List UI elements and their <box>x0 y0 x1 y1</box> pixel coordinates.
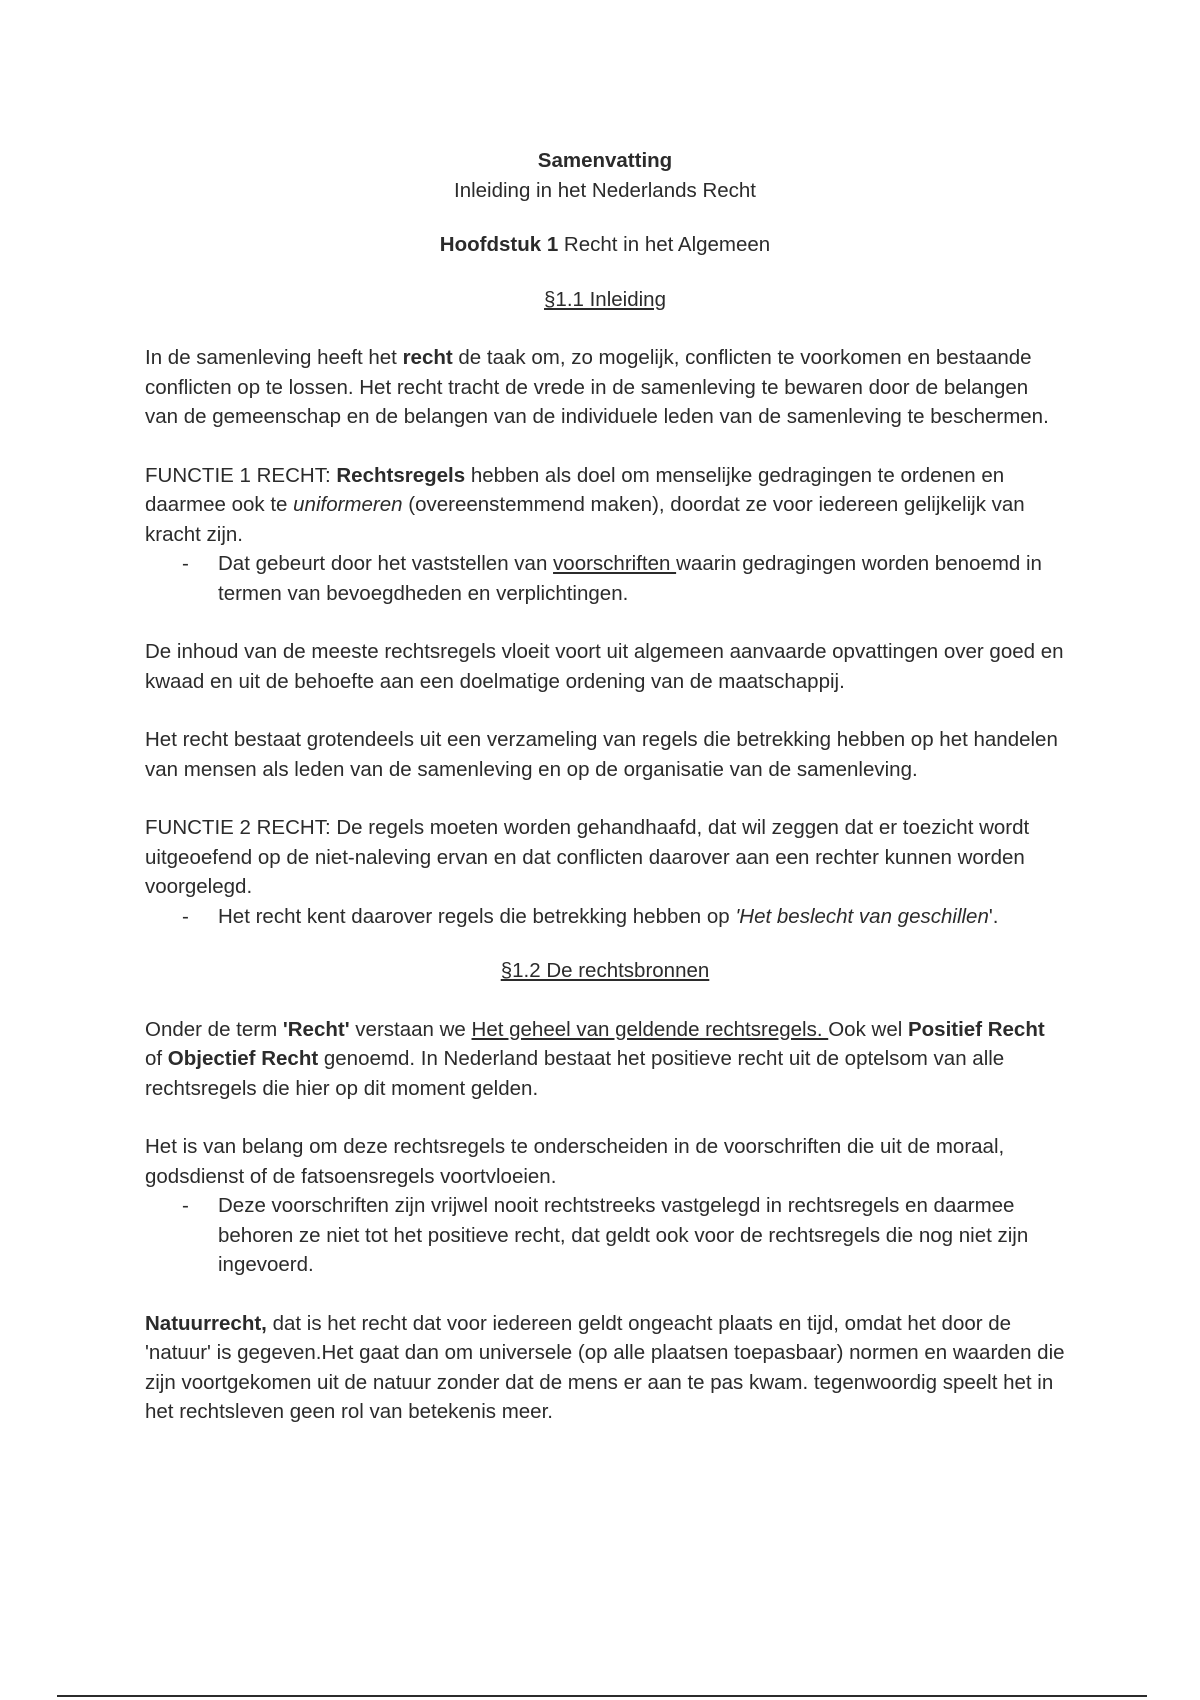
text-run: verstaan we <box>349 1017 472 1041</box>
bullet-list <box>145 1191 1065 1280</box>
bold-term: 'Recht' <box>282 1017 350 1041</box>
bold-term: recht <box>402 346 453 369</box>
text-run: of <box>145 1047 168 1070</box>
section-heading-1-1: §1.1 Inleiding <box>544 287 666 311</box>
text-run: (overeenstemmend maken), doordat ze voor iedereen gelijkelijk van kracht zijn. <box>145 493 1025 546</box>
chapter-label: Hoofdstuk 1 <box>439 233 559 256</box>
text-run: Het recht kent daarover regels die betrekking hebben op <box>218 904 736 928</box>
document-subtitle: Inleiding in het Nederlands Recht <box>454 178 756 202</box>
bold-term: Rechtsregels <box>336 463 466 487</box>
text-run: '. <box>988 904 999 928</box>
text-run: Dat gebeurt door het vaststellen van <box>218 552 554 575</box>
text-run: In de samenleving heeft het <box>145 346 403 369</box>
bullet-list <box>145 902 1065 932</box>
text-run: FUNCTIE 1 RECHT: <box>145 463 337 487</box>
paragraph: Het recht bestaat grotendeels uit een verzameling van regels die betrekking hebben op het handelen van mensen als leden van de samenleving en op de organisatie van de samenleving. <box>145 728 1058 781</box>
bold-term: Positief Recht <box>907 1017 1045 1041</box>
text-run: Onder de term <box>145 1017 283 1041</box>
list-item <box>145 902 1065 932</box>
bold-term: Natuurrecht, <box>145 1311 267 1335</box>
paragraph-natuurrecht <box>145 1309 1065 1427</box>
paragraph-functie-1 <box>145 461 1065 550</box>
underlined-term: voorschriften <box>553 552 677 575</box>
paragraph <box>145 343 1065 432</box>
document-title: Samenvatting <box>537 149 673 172</box>
text-run: de taak om, zo mogelijk, conflicten te voorkomen en bestaande conflicten op te lossen. Het recht tracht de vrede in de samenleving te bewaren door de belangen van de gemeenschap en de belangen van de individuele leden van de samenleving te beschermen. <box>145 346 1049 428</box>
text-run: waarin gedragingen worden benoemd in termen van bevoegdheden en verplichtingen. <box>218 552 1042 605</box>
footer-divider <box>57 1695 1147 1697</box>
text-run: hebben als doel om menselijke gedragingen te ordenen en daarmee ook te <box>145 463 1005 516</box>
italic-term: 'Het beslecht van geschillen <box>735 904 989 928</box>
text-run: genoemd. In Nederland bestaat het positieve recht uit de optelsom van alle rechtsregels die hier op dit moment gelden. <box>145 1047 1005 1100</box>
paragraph: Het is van belang om deze rechtsregels te onderscheiden in de voorschriften die uit de moraal, godsdienst of de fatsoensregels voortvloeien. <box>145 1135 1005 1188</box>
bold-term: Objectief Recht <box>167 1047 319 1070</box>
section-heading-1-2: §1.2 De rechtsbronnen <box>500 959 710 982</box>
paragraph <box>145 1015 1065 1104</box>
chapter-title: Recht in het Algemeen <box>558 233 771 256</box>
italic-term: uniformeren <box>293 493 403 516</box>
paragraph-functie-2: FUNCTIE 2 RECHT: De regels moeten worden gehandhaafd, dat wil zeggen dat er toezicht wordt uitgeoefend op de niet-naleving ervan en dat conflicten daarover aan een rechter kunnen worden voorgelegd. <box>145 816 1030 898</box>
chapter-heading <box>145 230 1065 260</box>
text-run: dat is het recht dat voor iedereen geldt ongeacht plaats en tijd, omdat het door de 'natuur' is gegeven.Het gaat dan om universele (op alle plaatsen toepasbaar) normen en waarden die zijn voortgekomen uit de natuur zonder dat de mens er aan te pas kwam. tegenwoordig speelt het in het rechtsleven geen rol van betekenis meer. <box>145 1311 1065 1423</box>
text-run: Ook wel <box>828 1017 908 1041</box>
bullet-list <box>145 549 1065 608</box>
list-item <box>145 549 1065 608</box>
document-page <box>145 146 1065 1427</box>
paragraph: De inhoud van de meeste rechtsregels vloeit voort uit algemeen aanvaarde opvattingen over goed en kwaad en uit de behoefte aan een doelmatige ordening van de maatschappij. <box>145 640 1064 693</box>
underlined-term: Het geheel van geldende rechtsregels. <box>471 1017 829 1041</box>
list-item: - Deze voorschriften zijn vrijwel nooit rechtstreeks vastgelegd in rechtsregels en daarmee behoren ze niet tot het positieve recht, dat geldt ook voor de rechtsregels die nog niet zijn ingevoerd. <box>145 1191 1065 1280</box>
